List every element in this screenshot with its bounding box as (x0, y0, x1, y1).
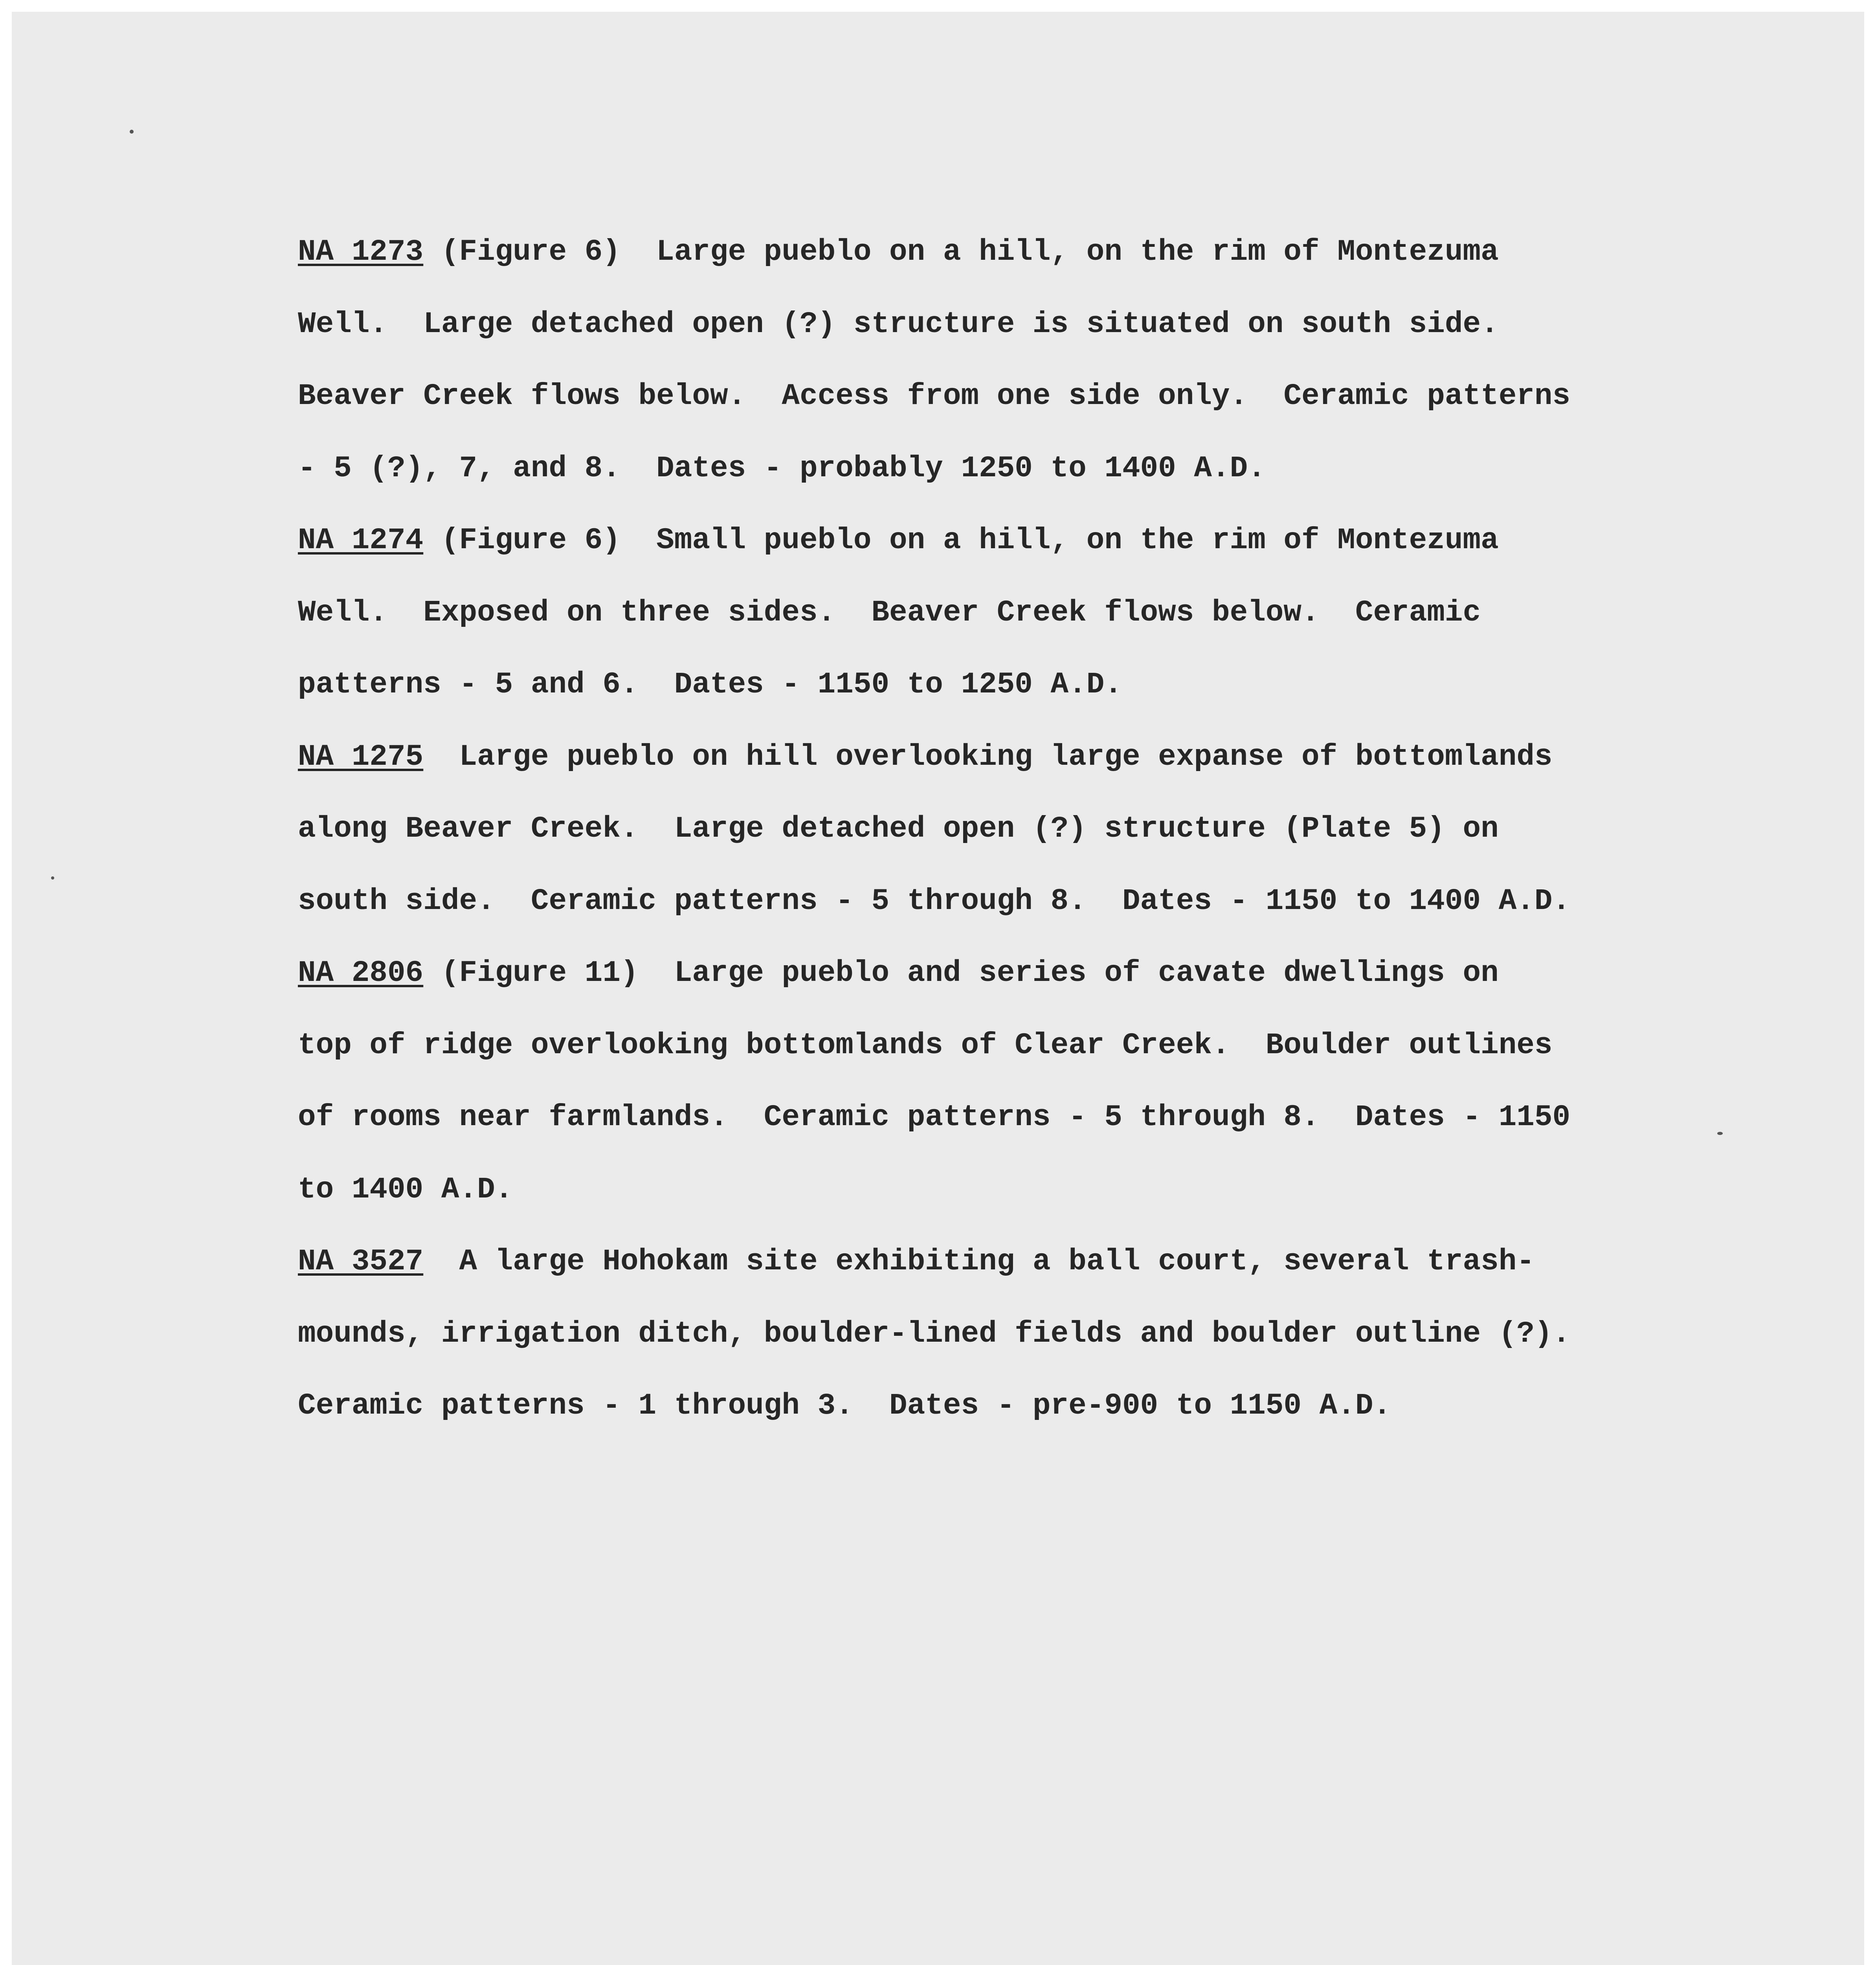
site-id: NA 3527 (298, 1245, 424, 1278)
text-fragment: Large pueblo on hill overlooking large expanse of bottomlands (423, 740, 1553, 774)
text-line: mounds, irrigation ditch, boulder-lined fields and boulder outline (?). (298, 1317, 1571, 1351)
site-id: NA 1274 (298, 523, 424, 557)
text-line: top of ridge overlooking bottomlands of Clear Creek. Boulder outlines (298, 1028, 1553, 1062)
text-line (298, 1226, 1658, 1298)
text-line: of rooms near farmlands. Ceramic patterns - 5 through 8. Dates - 1150 (298, 1100, 1571, 1134)
text-fragment: A large Hohokam site exhibiting a ball court, several trash- (423, 1245, 1535, 1278)
text-line (298, 505, 1658, 577)
text-line (298, 721, 1658, 793)
text-line: patterns - 5 and 6. Dates - 1150 to 1250 A.D. (298, 668, 1122, 702)
site-entry (298, 721, 1658, 938)
scan-speck (1717, 1132, 1723, 1135)
text-line: - 5 (?), 7, and 8. Dates - probably 1250 to 1400 A.D. (298, 451, 1266, 485)
site-entry (298, 1226, 1658, 1442)
site-entry (298, 216, 1658, 505)
text-line: south side. Ceramic patterns - 5 through 8. Dates - 1150 to 1400 A.D. (298, 884, 1571, 918)
text-fragment: (Figure 6) Small pueblo on a hill, on the rim of Montezuma (423, 523, 1499, 557)
text-fragment: (Figure 11) Large pueblo and series of cavate dwellings on (423, 956, 1499, 990)
text-fragment: (Figure 6) Large pueblo on a hill, on the rim of Montezuma (423, 235, 1499, 269)
text-line (298, 216, 1658, 288)
text-line: along Beaver Creek. Large detached open (?) structure (Plate 5) on (298, 812, 1499, 846)
scan-speck (51, 876, 54, 880)
text-line: Beaver Creek flows below. Access from one side only. Ceramic patterns (298, 379, 1571, 413)
site-descriptions (298, 216, 1658, 1442)
text-line: Ceramic patterns - 1 through 3. Dates - pre-900 to 1150 A.D. (298, 1389, 1391, 1423)
document-page (12, 12, 1864, 1965)
text-line: to 1400 A.D. (298, 1172, 513, 1207)
site-id: NA 1275 (298, 740, 424, 774)
site-id: NA 2806 (298, 956, 424, 990)
site-entry (298, 505, 1658, 721)
site-entry (298, 937, 1658, 1226)
site-id: NA 1273 (298, 235, 424, 269)
text-line: Well. Large detached open (?) structure is situated on south side. (298, 307, 1499, 341)
scan-speck (130, 130, 134, 134)
text-line (298, 937, 1658, 1010)
text-line: Well. Exposed on three sides. Beaver Creek flows below. Ceramic (298, 595, 1481, 630)
